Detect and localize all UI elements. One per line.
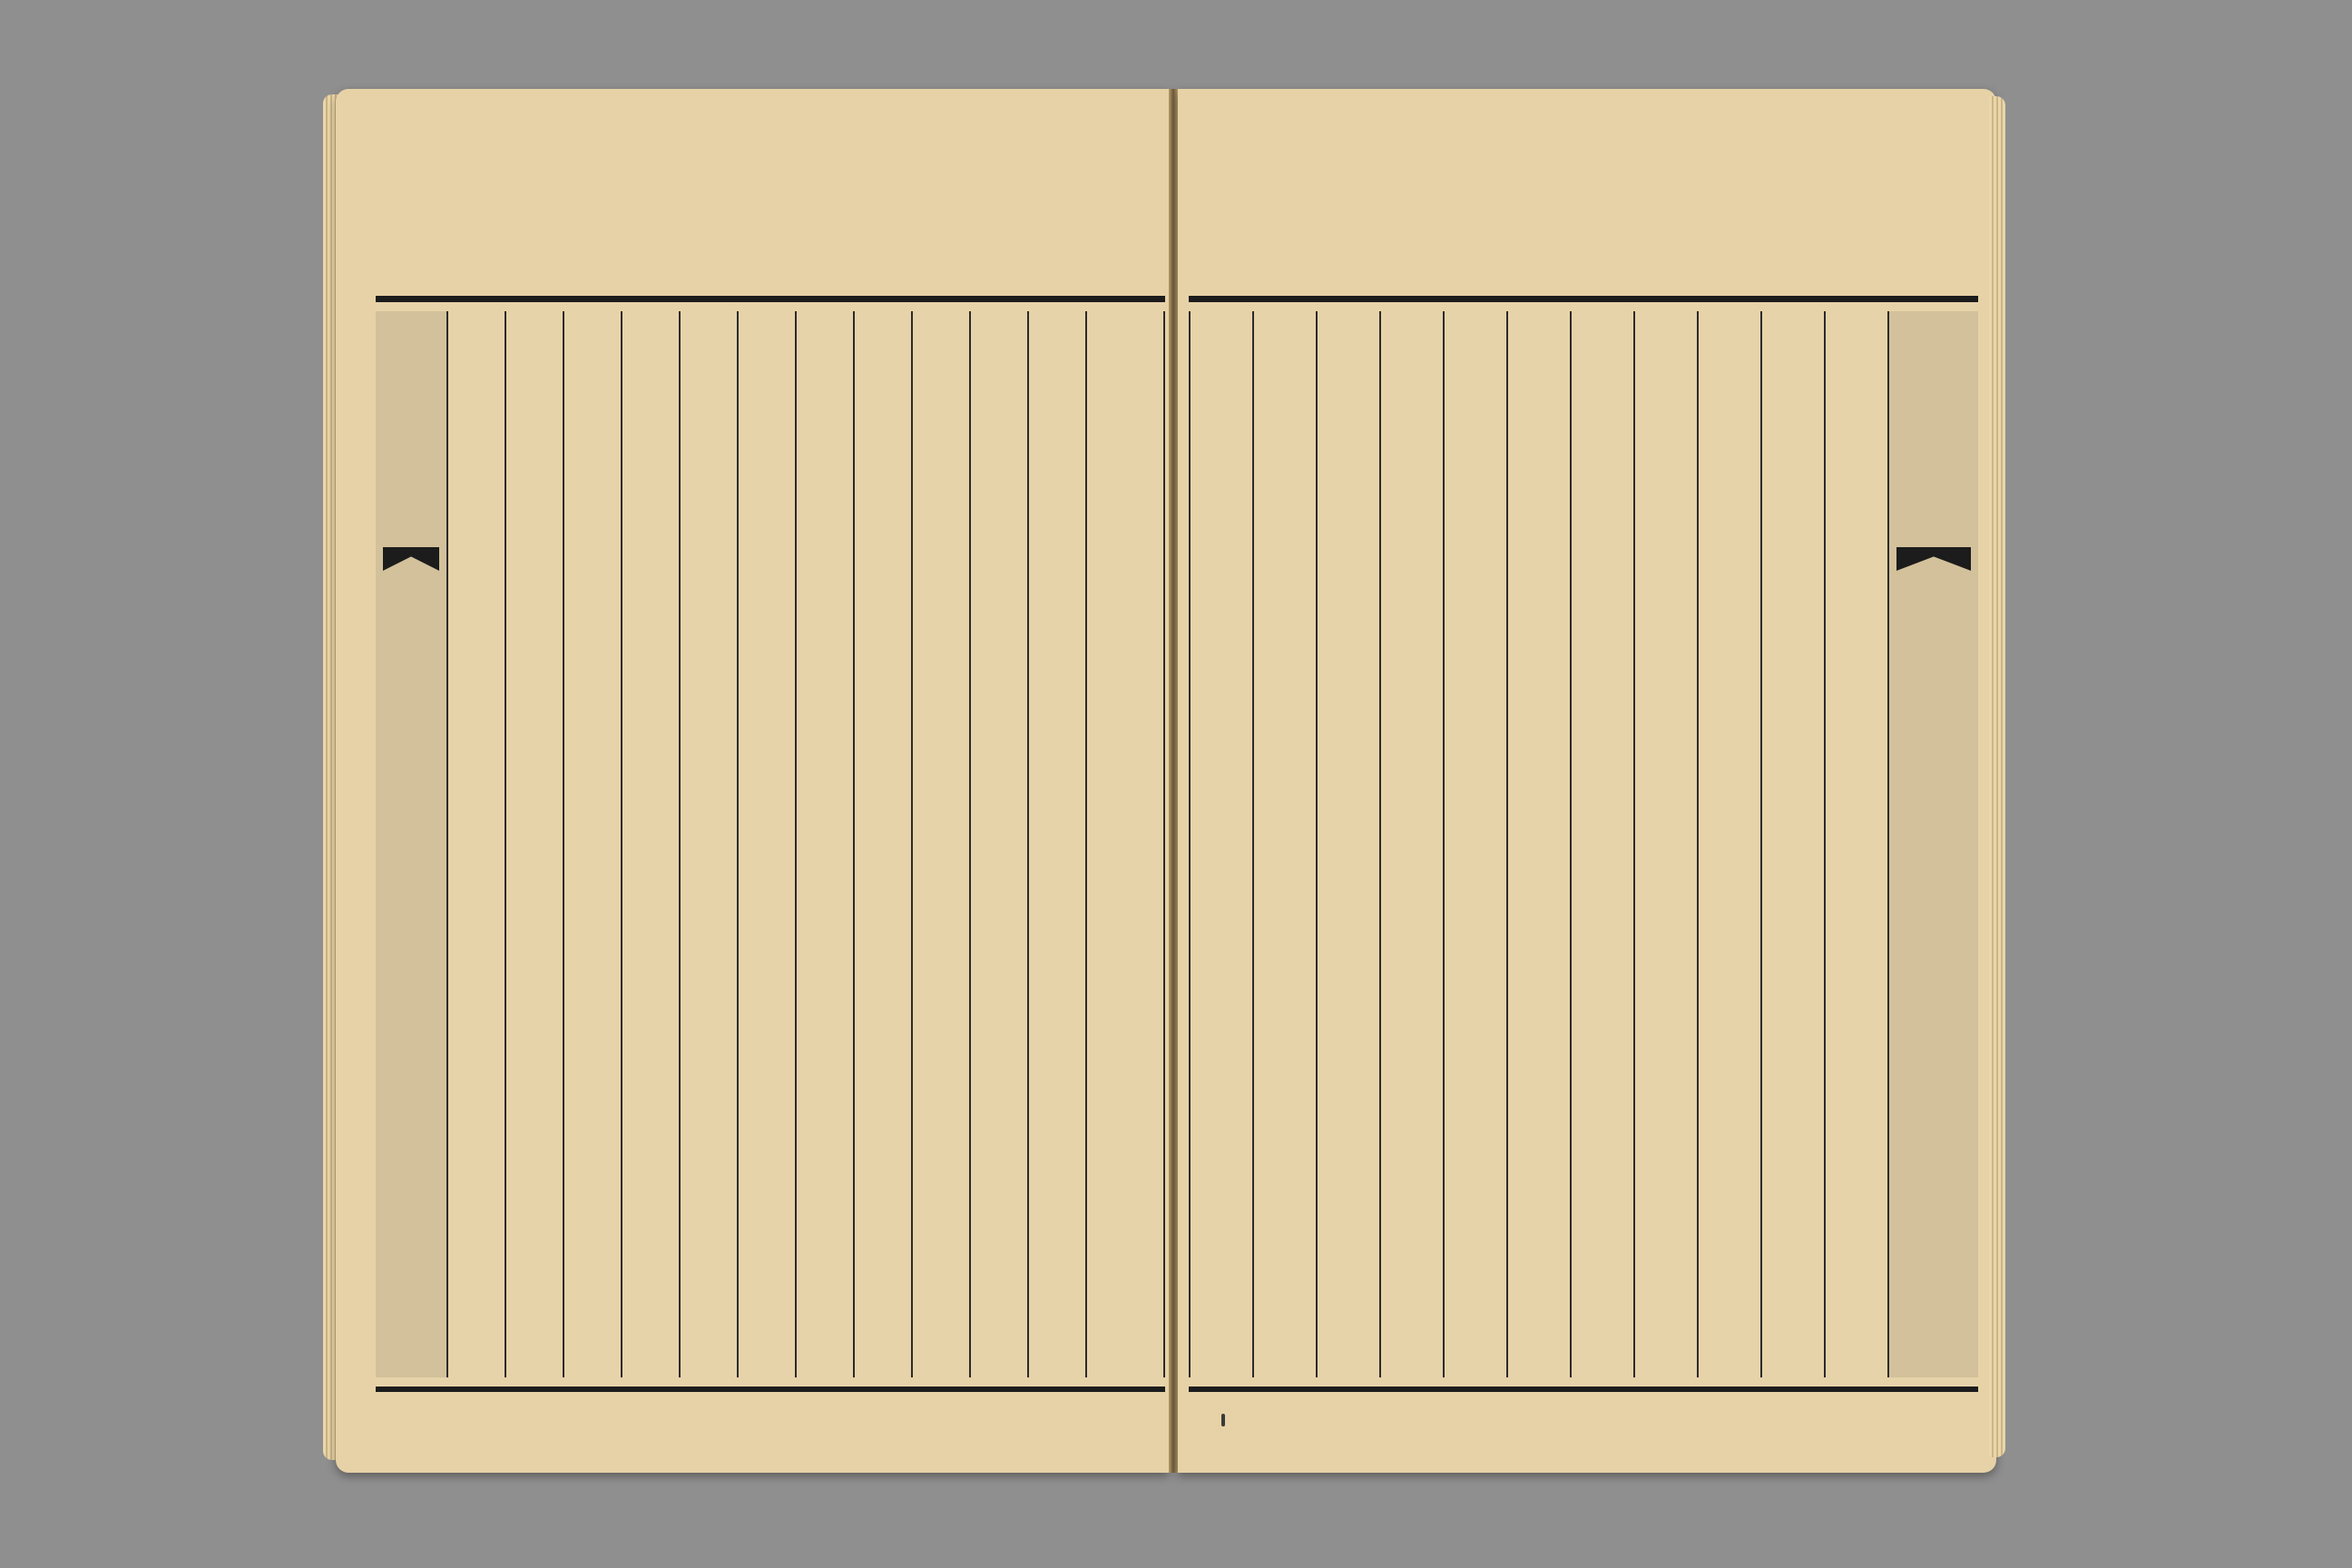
text-column: [1189, 311, 1254, 1377]
text-column: [1379, 311, 1445, 1377]
fishtail-mark: [1896, 547, 1971, 571]
text-column: [563, 311, 622, 1377]
book-gutter: [1169, 89, 1178, 1473]
text-column: [1570, 311, 1635, 1377]
text-column: [1443, 311, 1508, 1377]
text-column: [1085, 311, 1165, 1377]
text-column: [1506, 311, 1572, 1377]
ink-speck: [1221, 1414, 1225, 1426]
fishtail-mark: [383, 547, 439, 571]
text-column: [621, 311, 681, 1377]
text-column: [1027, 311, 1087, 1377]
page-edges-right: [1989, 96, 2005, 1457]
text-column: [1760, 311, 1826, 1377]
text-column: [795, 311, 855, 1377]
right-margin-center: [1887, 311, 1978, 1377]
text-column: [1252, 311, 1318, 1377]
text-column: [1697, 311, 1762, 1377]
book-spread: [336, 89, 1996, 1473]
text-column: [1633, 311, 1699, 1377]
left-print-frame: [376, 296, 1165, 1392]
text-column: [1824, 311, 1889, 1377]
text-column: [911, 311, 971, 1377]
text-column: [446, 311, 506, 1377]
text-column: [679, 311, 739, 1377]
text-column: [505, 311, 564, 1377]
left-page: [336, 89, 1169, 1473]
right-print-frame: [1189, 296, 1978, 1392]
text-column: [1316, 311, 1381, 1377]
text-column: [853, 311, 913, 1377]
text-column: [737, 311, 797, 1377]
left-margin-center: [376, 311, 446, 1377]
text-column: [969, 311, 1029, 1377]
